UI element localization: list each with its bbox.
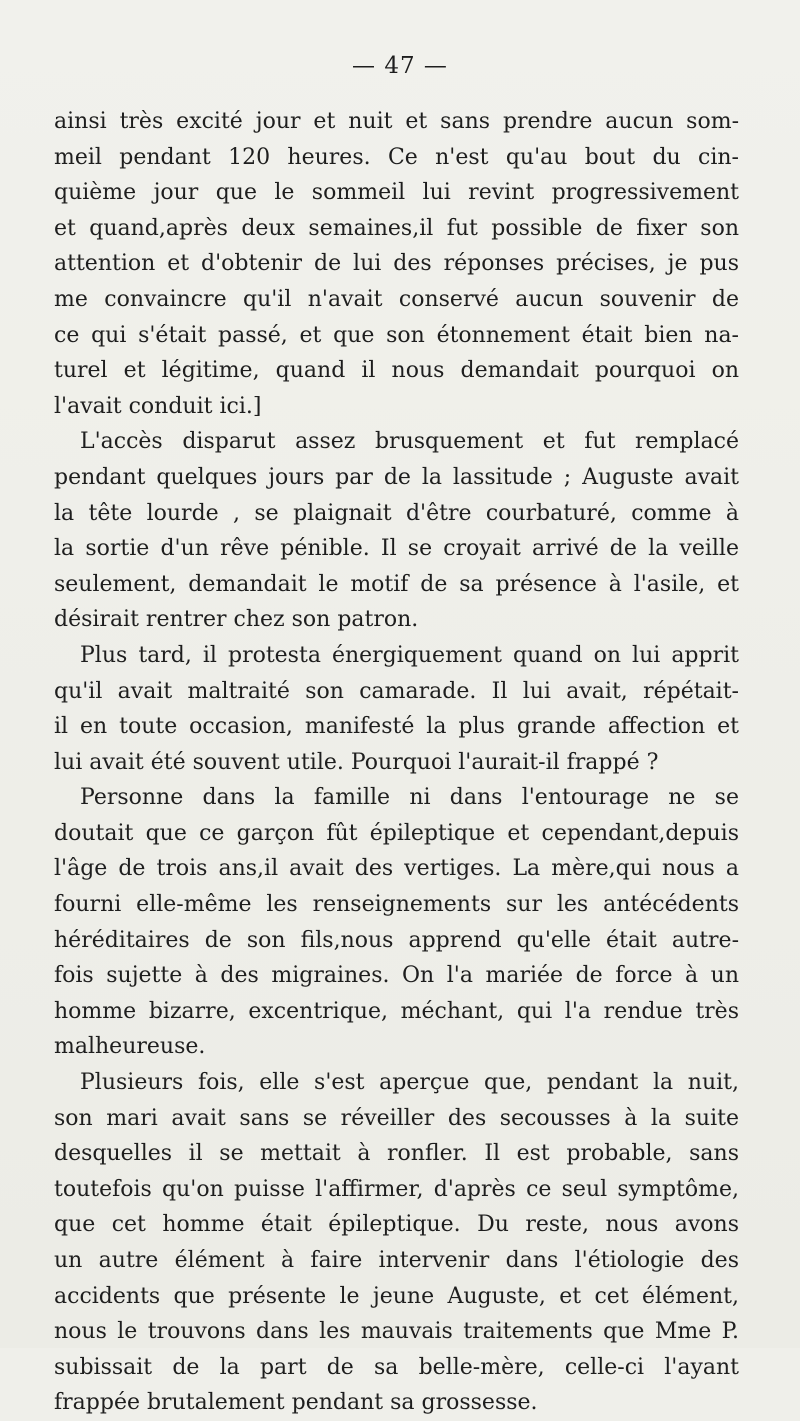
text-line: et quand,après deux semaines,il fut possible de fixer son <box>54 215 739 241</box>
text-line: subissait de la part de sa belle-mère, celle-ci l'ayant <box>54 1354 739 1380</box>
text-line: lui avait été souvent utile. Pourquoi l'aurait-il frappé ? <box>54 749 659 775</box>
text-line: héréditaires de son fils,nous apprend qu'elle était autre- <box>54 927 739 953</box>
text-line: ce qui s'était passé, et que son étonnement était bien na- <box>54 322 739 348</box>
text-line: malheureuse. <box>54 1034 206 1060</box>
text-line: ainsi très excité jour et nuit et sans prendre aucun som- <box>54 109 739 134</box>
body-text <box>54 104 739 1421</box>
text-line: fourni elle-même les renseignements sur les antécédents <box>54 892 739 918</box>
text-line: toutefois qu'on puisse l'affirmer, d'après ce seul symptôme, <box>54 1176 739 1202</box>
text-line: qu'il avait maltraité son camarade. Il lui avait, répétait- <box>54 678 739 704</box>
text-line: l'âge de trois ans,il avait des vertiges. La mère,qui nous a <box>54 856 739 882</box>
text-line: me convaincre qu'il n'avait conservé aucun souvenir de <box>54 286 739 312</box>
text-line: il en toute occasion, manifesté la plus grande affection et <box>54 714 739 740</box>
page-number: — 47 — <box>352 53 448 79</box>
text-line: L'accès disparut assez brusquement et fut remplacé <box>80 429 739 455</box>
text-line: nous le trouvons dans les mauvais traitements que Mme P. <box>54 1319 739 1345</box>
text-line: la sortie d'un rêve pénible. Il se croyait arrivé de la veille <box>54 536 739 562</box>
text-line: un autre élément à faire intervenir dans l'étiologie des <box>54 1248 739 1273</box>
text-line: fois sujette à des migraines. On l'a mariée de force à un <box>54 963 739 989</box>
text-line: la tête lourde , se plaignait d'être courbaturé, comme à <box>54 500 739 526</box>
text-line: frappée brutalement pendant sa grossesse. <box>54 1390 538 1416</box>
text-line: attention et d'obtenir de lui des réponses précises, je pus <box>54 251 739 277</box>
text-line: quième jour que le sommeil lui revint progressivement <box>54 180 739 206</box>
text-line: turel et légitime, quand il nous demandait pourquoi on <box>54 358 739 384</box>
text-line: desquelles il se mettait à ronfler. Il est probable, sans <box>54 1141 739 1167</box>
text-line: que cet homme était épileptique. Du reste, nous avons <box>54 1212 739 1238</box>
text-line: doutait que ce garçon fût épileptique et cependant,depuis <box>54 820 739 846</box>
text-line: l'avait conduit ici.] <box>54 393 262 419</box>
text-line: seulement, demandait le motif de sa présence à l'asile, et <box>54 571 739 597</box>
text-line: Plus tard, il protesta énergiquement quand on lui apprit <box>80 642 739 668</box>
text-line: meil pendant 120 heures. Ce n'est qu'au bout du cin- <box>54 144 739 170</box>
text-line: son mari avait sans se réveiller des secousses à la suite <box>54 1105 739 1131</box>
text-line: désirait rentrer chez son patron. <box>54 607 419 633</box>
text-line: accidents que présente le jeune Auguste, et cet élément, <box>54 1283 739 1309</box>
text-line: pendant quelques jours par de la lassitude ; Auguste avait <box>54 464 739 490</box>
text-line: homme bizarre, excentrique, méchant, qui l'a rendue très <box>54 998 739 1024</box>
text-line: Personne dans la famille ni dans l'entourage ne se <box>80 785 739 811</box>
text-line: Plusieurs fois, elle s'est aperçue que, pendant la nuit, <box>80 1070 739 1096</box>
